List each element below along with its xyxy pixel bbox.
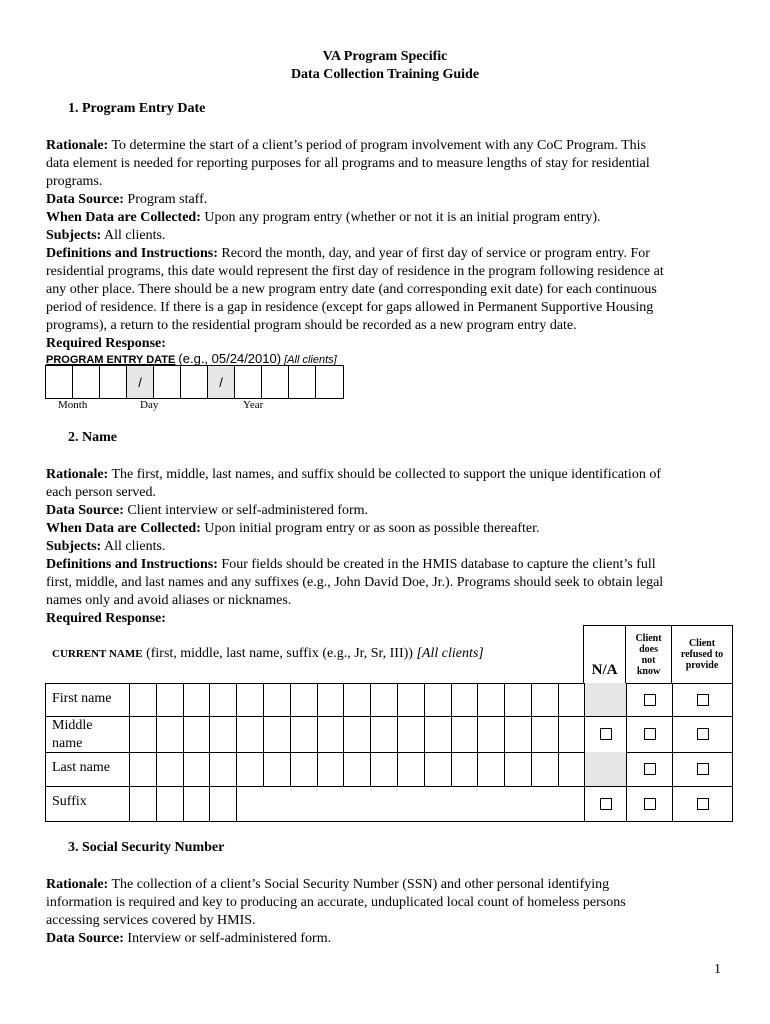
name-letter-box[interactable] [317, 752, 344, 786]
dont-know-cell [626, 683, 672, 716]
name-letter-box[interactable] [343, 716, 370, 752]
subjects-text: All clients. [103, 228, 166, 243]
name-letter-box[interactable] [558, 716, 584, 752]
name-letter-box[interactable] [424, 752, 451, 786]
refused-cell [672, 786, 733, 822]
month-label: Month [58, 399, 88, 411]
date-digit-box[interactable] [154, 366, 181, 398]
name-letter-box[interactable] [263, 752, 290, 786]
section3-body [46, 876, 726, 948]
data-source-text: Client interview or self-administered form. [127, 503, 369, 518]
date-digit-box[interactable] [316, 366, 343, 398]
name-letter-box[interactable] [370, 683, 397, 716]
dont-know-checkbox[interactable] [644, 763, 656, 775]
subjects-label: Subjects: [46, 228, 102, 243]
entry-date-note: [All clients] [284, 354, 337, 366]
name-letter-box[interactable] [236, 752, 263, 786]
name-letter-box[interactable] [129, 786, 156, 822]
section1-heading: 1. Program Entry Date [68, 101, 206, 116]
name-letter-box[interactable] [504, 716, 531, 752]
data-source-text: Program staff. [127, 192, 208, 207]
when-text: Upon any program entry (whether or not it is an initial program entry). [204, 210, 601, 225]
date-separator: / [208, 366, 235, 398]
name-letter-box[interactable] [290, 716, 317, 752]
name-letter-box[interactable] [343, 683, 370, 716]
rationale-text: The collection of a client’s Social Security Number (SSN) and other personal identifying [111, 877, 610, 892]
rationale-text: programs. [46, 174, 103, 189]
rationale-text: accessing services covered by HMIS. [46, 913, 256, 928]
date-digit-box[interactable] [100, 366, 127, 398]
entry-date-input[interactable] [45, 365, 344, 399]
na-checkbox[interactable] [600, 728, 612, 740]
defs-label: Definitions and Instructions: [46, 246, 218, 261]
data-source-label: Data Source: [46, 931, 124, 946]
name-table-header [45, 625, 733, 684]
dont-know-cell [626, 786, 672, 822]
name-letter-box[interactable] [477, 752, 504, 786]
name-letter-box[interactable] [451, 683, 478, 716]
na-cell[interactable] [584, 786, 626, 822]
name-letter-box[interactable] [290, 683, 317, 716]
when-label: When Data are Collected: [46, 210, 201, 225]
name-letter-box[interactable] [451, 752, 478, 786]
rationale-label: Rationale: [46, 877, 109, 892]
name-row-label: Middle name [52, 718, 93, 751]
defs-text: residential programs, this date would represent the first day of residence in the program following residence at [46, 264, 664, 279]
name-letter-box[interactable] [531, 683, 558, 716]
rationale-label: Rationale: [46, 467, 109, 482]
name-letter-box[interactable] [129, 716, 156, 752]
name-letter-box[interactable] [209, 683, 236, 716]
current-name-desc: (first, middle, last name, suffix (e.g., Jr, Sr, III)) [146, 646, 413, 662]
name-letter-box[interactable] [343, 752, 370, 786]
name-letter-box[interactable] [156, 752, 183, 786]
name-letter-box[interactable] [397, 752, 424, 786]
data-source-label: Data Source: [46, 503, 124, 518]
year-label: Year [243, 399, 264, 411]
entry-date-field-label [46, 351, 337, 366]
defs-text: programs), a return to the residential program should be recorded as a new program entry date. [46, 318, 577, 333]
name-letter-box[interactable] [531, 752, 558, 786]
dont-know-cell [626, 716, 672, 752]
name-letter-box[interactable] [156, 786, 183, 822]
date-digit-box[interactable] [289, 366, 316, 398]
refused-checkbox[interactable] [697, 798, 709, 810]
entry-date-example: (e.g., 05/24/2010) [178, 351, 282, 366]
subjects-label: Subjects: [46, 539, 102, 554]
dont-know-checkbox[interactable] [644, 694, 656, 706]
name-letter-box[interactable] [183, 716, 210, 752]
name-letter-box[interactable] [183, 786, 210, 822]
rationale-text: each person served. [46, 485, 157, 500]
current-name-label: CURRENT NAME [52, 648, 143, 661]
section3-heading: 3. Social Security Number [68, 840, 225, 855]
na-cell[interactable] [584, 716, 626, 752]
refused-checkbox[interactable] [697, 763, 709, 775]
subjects-text: All clients. [103, 539, 166, 554]
rationale-text: data element is needed for reporting purposes for all programs and to measure lengths of stay for residential [46, 156, 650, 171]
doc-title-line1: VA Program Specific [322, 49, 448, 64]
current-name-cell [45, 626, 584, 684]
refused-cell [672, 752, 733, 786]
name-letter-box[interactable] [477, 716, 504, 752]
date-digit-box[interactable] [262, 366, 289, 398]
name-letter-box[interactable] [209, 716, 236, 752]
defs-text: Record the month, day, and year of first day of service or program entry. For [221, 246, 650, 261]
name-letter-box[interactable] [504, 683, 531, 716]
section2-body [46, 466, 726, 628]
dont-know-checkbox[interactable] [644, 798, 656, 810]
defs-text: Four fields should be created in the HMIS database to capture the client’s full [221, 557, 656, 572]
name-row-label: Suffix [52, 794, 87, 809]
required-label: Required Response: [46, 336, 166, 351]
name-letter-box[interactable] [236, 683, 263, 716]
data-source-text: Interview or self-administered form. [127, 931, 332, 946]
section2-heading: 2. Name [68, 430, 117, 445]
refused-checkbox[interactable] [697, 694, 709, 706]
name-letter-box[interactable] [397, 683, 424, 716]
name-letter-box[interactable] [477, 683, 504, 716]
suffix-blank-area [236, 786, 584, 822]
name-letter-box[interactable] [558, 752, 584, 786]
name-letter-box[interactable] [183, 752, 210, 786]
refused-checkbox[interactable] [697, 728, 709, 740]
defs-text: any other place. There should be a new program entry date (and corresponding exit date) for each continuous [46, 282, 657, 297]
name-letter-box[interactable] [424, 683, 451, 716]
defs-text: first, middle, and last names and any suffixes (e.g., John David Doe, Jr.). Programs should seek to obtain legal [46, 575, 664, 590]
name-letter-box[interactable] [129, 683, 156, 716]
defs-text: names only and avoid aliases or nicknames. [46, 593, 292, 608]
rationale-label: Rationale: [46, 138, 109, 153]
name-letter-box[interactable] [129, 752, 156, 786]
name-letter-box[interactable] [397, 716, 424, 752]
name-letter-box[interactable] [263, 683, 290, 716]
entry-date-label: PROGRAM ENTRY DATE [46, 354, 176, 366]
name-row-label: First name [52, 691, 112, 706]
when-label: When Data are Collected: [46, 521, 201, 536]
name-letter-box[interactable] [424, 716, 451, 752]
dont-know-header: Client does not know [626, 626, 672, 684]
rationale-text: To determine the start of a client’s period of program involvement with any CoC Program. This [111, 138, 647, 153]
refused-cell [672, 716, 733, 752]
name-row-label: Last name [52, 760, 110, 775]
name-letter-box[interactable] [531, 716, 558, 752]
name-letter-box[interactable] [183, 683, 210, 716]
name-letter-box[interactable] [558, 683, 584, 716]
current-name-note: [All clients] [416, 646, 484, 662]
data-source-label: Data Source: [46, 192, 124, 207]
na-cell [584, 752, 626, 786]
date-digit-box[interactable] [235, 366, 262, 398]
date-digit-box[interactable] [46, 366, 73, 398]
refused-cell [672, 683, 733, 716]
defs-text: period of residence. If there is a gap in residence (except for gaps allowed in Permanent Supportive Housing [46, 300, 654, 315]
date-digit-box[interactable] [73, 366, 100, 398]
rationale-text: information is required and key to producing an accurate, unduplicated local count of homeless persons [46, 895, 626, 910]
name-letter-box[interactable] [370, 716, 397, 752]
section1-body [46, 137, 726, 353]
name-letter-box[interactable] [156, 683, 183, 716]
name-letter-box[interactable] [317, 683, 344, 716]
defs-label: Definitions and Instructions: [46, 557, 218, 572]
page-number: 1 [714, 962, 721, 977]
dont-know-cell [626, 752, 672, 786]
name-letter-box[interactable] [317, 716, 344, 752]
na-checkbox[interactable] [600, 798, 612, 810]
rationale-text: The first, middle, last names, and suffix should be collected to support the unique identification of [111, 467, 661, 482]
when-text: Upon initial program entry or as soon as possible thereafter. [204, 521, 540, 536]
name-letter-box[interactable] [370, 752, 397, 786]
day-label: Day [140, 399, 159, 411]
name-letter-box[interactable] [504, 752, 531, 786]
name-letter-box[interactable] [263, 716, 290, 752]
name-letter-box[interactable] [290, 752, 317, 786]
doc-title-line2: Data Collection Training Guide [290, 67, 480, 82]
refused-header: Client refused to provide [672, 626, 733, 684]
name-letter-box[interactable] [209, 752, 236, 786]
na-header: N/A [584, 626, 626, 684]
name-letter-box[interactable] [451, 716, 478, 752]
required-label: Required Response: [46, 611, 166, 626]
na-cell [584, 683, 626, 716]
date-digit-box[interactable] [181, 366, 208, 398]
dont-know-checkbox[interactable] [644, 728, 656, 740]
date-separator: / [127, 366, 154, 398]
name-letter-box[interactable] [209, 786, 236, 822]
name-letter-box[interactable] [156, 716, 183, 752]
name-letter-box[interactable] [236, 716, 263, 752]
